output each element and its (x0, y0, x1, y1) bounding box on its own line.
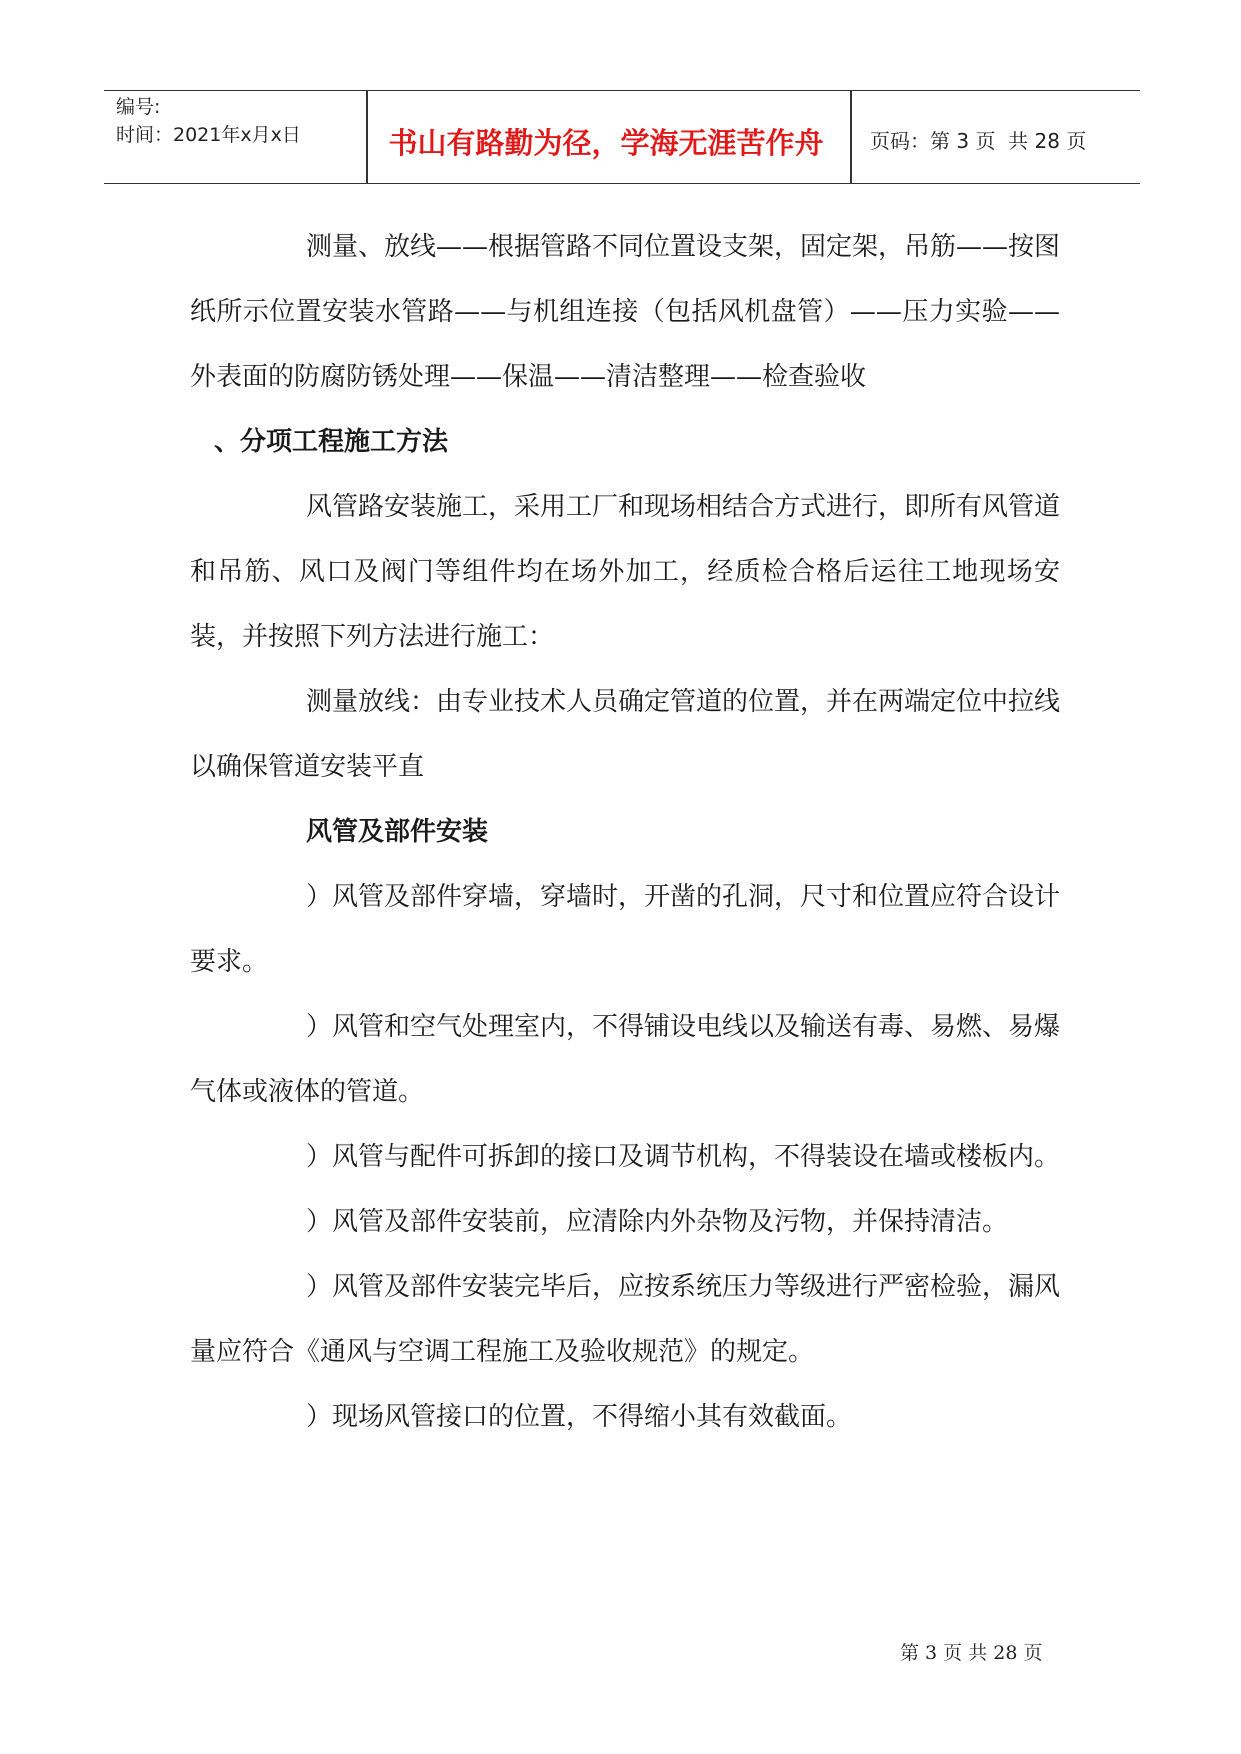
header-page-info: 页码：第 3 页 共 28 页 (870, 129, 1087, 153)
list-item: ）风管和空气处理室内，不得铺设电线以及输送有毒、易燃、易爆气体或液体的管道。 (190, 1012, 1061, 1107)
header-motto: 书山有路勤为径，学海无涯苦作舟 (388, 126, 824, 160)
paragraph: 测量、放线——根据管路不同位置设支架，固定架，吊筋——按图纸所示位置安装水管路——与机组连接（包括风机盘管）——压力实验——外表面的防腐防锈处理——保温——清洁整理——检查验收 (190, 232, 1061, 392)
list-item: ）风管及部件穿墙，穿墙时，开凿的孔洞，尺寸和位置应符合设计要求。 (190, 882, 1061, 977)
document-body (190, 215, 1060, 1450)
list-item: ）风管及部件安装完毕后，应按系统压力等级进行严密检验，漏风量应符合《通风与空调工程施工及验收规范》的规定。 (190, 1272, 1061, 1367)
list-item: ）风管及部件安装前，应清除内外杂物及污物，并保持清洁。 (306, 1207, 1009, 1237)
subheading: 风管及部件安装 (306, 817, 489, 847)
serial-label: 编号: (116, 96, 161, 118)
header-divider-right (850, 91, 852, 183)
time-label: 时间：2021年x月x日 (116, 124, 301, 146)
paragraph: 测量放线：由专业技术人员确定管道的位置，并在两端定位中拉线以确保管道安装平直 (190, 687, 1061, 782)
page-header (104, 90, 1140, 184)
header-meta (116, 93, 301, 149)
list-item: ）现场风管接口的位置，不得缩小其有效截面。 (306, 1402, 853, 1432)
page-footer: 第 3 页 共 28 页 (900, 1642, 1043, 1664)
paragraph: 风管路安装施工，采用工厂和现场相结合方式进行，即所有风管道和吊筋、风口及阀门等组件均在场外加工，经质检合格后运往工地现场安装，并按照下列方法进行施工： (190, 492, 1061, 652)
list-item: ）风管与配件可拆卸的接口及调节机构，不得装设在墙或楼板内。 (306, 1142, 1061, 1172)
section-heading: 、分项工程施工方法 (214, 427, 449, 457)
